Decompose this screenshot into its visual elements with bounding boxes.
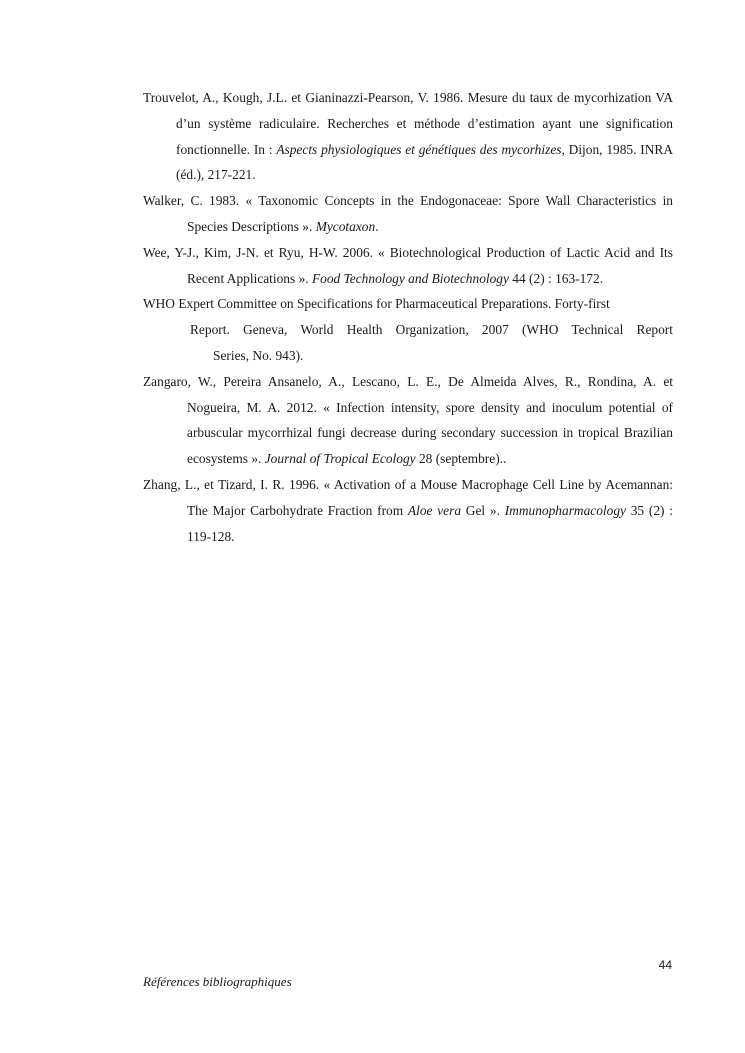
reference-zhang: Zhang, L., et Tizard, I. R. 1996. « Activation of a Mouse Macrophage Cell Line by Acemannan: The Major Carbohydrate Fraction from Aloe vera Gel ». Immunopharmacology 35 (2) : 119-128. bbox=[143, 476, 673, 544]
reference-wee: Wee, Y-J., Kim, J-N. et Ryu, H-W. 2006. « Biotechnological Production of Lactic Acid and Its Recent Applications ». Food Technology and Biotechnology 44 (2) : 163-172. bbox=[143, 244, 673, 286]
reference-list bbox=[143, 85, 673, 549]
reference-zangaro: Zangaro, W., Pereira Ansanelo, A., Lescano, L. E., De Almeida Alves, R., Rondina, A. et Nogueira, M. A. 2012. « Infection intensity, spore density and inoculum potential of arbuscular mycorrhizal fungi decrease during secondary succession in tropical Brazilian ecosystems ». Journal of Tropical Ecology 28 (septembre).. bbox=[143, 373, 673, 467]
reference-walker: Walker, C. 1983. « Taxonomic Concepts in the Endogonaceae: Spore Wall Characteristics in Species Descriptions ». Mycotaxon. bbox=[143, 193, 673, 234]
page-number: 44 bbox=[658, 958, 672, 972]
footer-section-title: Références bibliographiques bbox=[143, 974, 292, 989]
reference-who: WHO Expert Committee on Specifications for Pharmaceutical Preparations. Forty-first Report. Geneva, World Health Organization, 2007 (WHO Technical Report Series, No. 943). bbox=[143, 296, 673, 363]
reference-trouvelot: Trouvelot, A., Kough, J.L. et Gianinazzi-Pearson, V. 1986. Mesure du taux de mycorhization VA d’un système radiculaire. Recherches et méthode d’estimation ayant une signification fonctionnelle. In : Aspects physiologiques et génétiques des mycorhizes, Dijon, 1985. INRA (éd.), 217-221. bbox=[143, 90, 673, 183]
